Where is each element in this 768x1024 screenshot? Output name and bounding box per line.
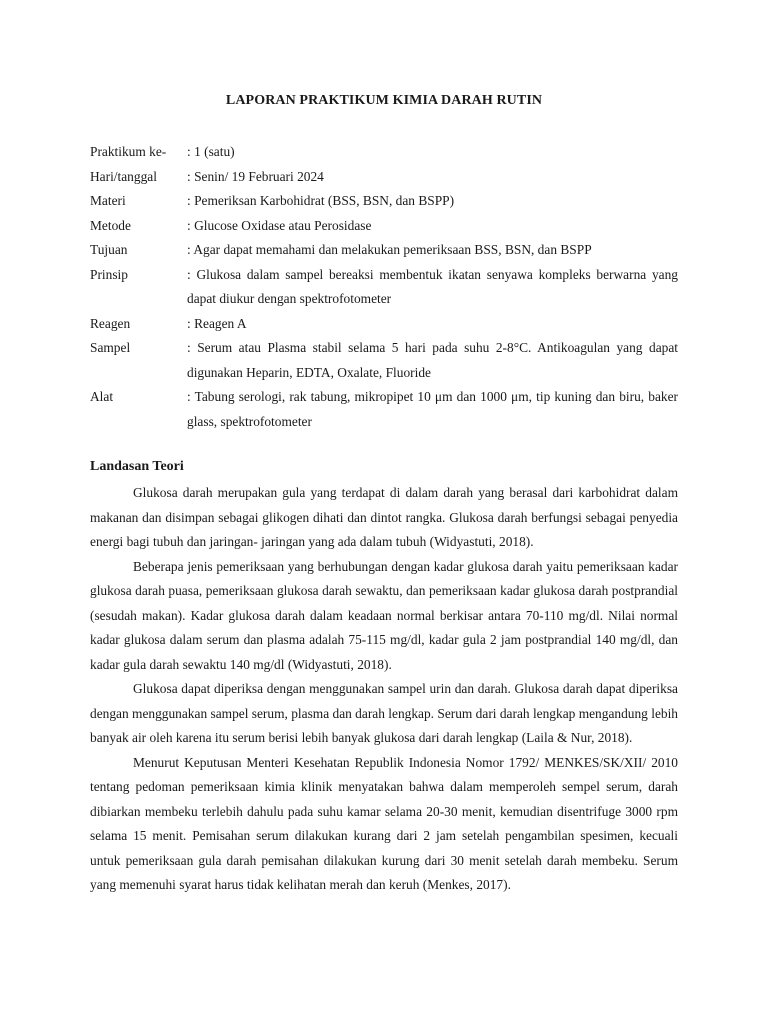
info-value: : 1 (satu) — [187, 144, 235, 159]
info-value: : Serum atau Plasma stabil selama 5 hari pada suhu 2-8°C. Antikoagulan yang dapat digunakan Heparin, EDTA, Oxalate, Fluoride — [187, 340, 678, 380]
info-row-praktikum — [90, 140, 678, 165]
info-value: : Reagen A — [187, 315, 247, 331]
info-label: Prinsip — [90, 266, 128, 282]
paragraph: Beberapa jenis pemeriksaan yang berhubungan dengan kadar glukosa darah yaitu pemeriksaan kadar glukosa darah puasa, pemeriksaan glukosa darah sewaktu, dan pemeriksaan kadar glukosa darah postprandial (sesudah makan). Kadar glukosa darah dalam keadaan normal berkisar antara 70-110 mg/dl. Nilai normal kadar glukosa dalam serum dan plasma adalah 75-115 mg/dl, kadar gula 2 jam postprandial 140 mg/dl, dan kadar gula darah sewaktu 140 mg/dl (Widyastuti, 2018). — [90, 558, 678, 672]
info-row-materi — [90, 189, 678, 214]
landasan-teori-body — [90, 481, 678, 898]
info-label: Tujuan — [90, 242, 128, 257]
section-heading-landasan-teori: Landasan Teori — [90, 459, 184, 474]
info-value: : Glucose Oxidase atau Perosidase — [187, 217, 372, 233]
info-label: Metode — [90, 217, 131, 233]
info-label: Reagen — [90, 315, 131, 331]
info-label: Sampel — [90, 340, 131, 355]
practicum-info — [90, 140, 678, 434]
info-row-alat — [90, 385, 678, 434]
info-value: : Senin/ 19 Februari 2024 — [187, 168, 324, 184]
info-row-sampel — [90, 336, 678, 385]
info-label: Materi — [90, 193, 126, 208]
document-page — [90, 0, 678, 1024]
paragraph: Glukosa dapat diperiksa dengan menggunakan sampel urin dan darah. Glukosa darah dapat diperiksa dengan menggunakan sampel serum, plasma dan darah lengkap. Serum dari darah lengkap mengandung lebih banyak air oleh karena itu serum berisi lebih banyak glukosa dari darah lengkap (Laila & Nur, 2018). — [90, 681, 678, 745]
info-value: : Glukosa dalam sampel bereaksi membentuk ikatan senyawa kompleks berwarna yang dapat diukur dengan spektrofotometer — [187, 266, 678, 306]
info-row-tujuan — [90, 238, 678, 263]
info-row-metode — [90, 214, 678, 239]
document-title: LAPORAN PRAKTIKUM KIMIA DARAH RUTIN — [225, 93, 543, 108]
info-value: : Agar dapat memahami dan melakukan pemeriksaan BSS, BSN, dan BSPP — [187, 242, 592, 257]
paragraph: Glukosa darah merupakan gula yang terdapat di dalam darah yang berasal dari karbohidrat dalam makanan dan disimpan sebagai glikogen dihati dan dintot rangka. Glukosa darah berfungsi sebagai penyedia energi bagi tubuh dan jaringan- jaringan yang ada dalam tubuh (Widyastuti, 2018). — [90, 485, 678, 549]
info-row-hari-tanggal — [90, 165, 678, 190]
info-label: Alat — [90, 389, 114, 404]
info-value: : Pemeriksan Karbohidrat (BSS, BSN, dan BSPP) — [187, 193, 455, 208]
paragraph: Menurut Keputusan Menteri Kesehatan Republik Indonesia Nomor 1792/ MENKES/SK/XII/ 2010 tentang pedoman pemeriksaan kimia klinik menyatakan bahwa dalam memperoleh sempel serum, darah dibiarkan membeku terlebih dahulu pada suhu kamar selama 20-30 menit, kemudian disentrifuge 3000 rpm selama 15 menit. Pemisahan serum dilakukan kurang dari 2 jam setelah pengambilan spesimen, kecuali untuk pemeriksaan gula darah pemisahan dilakukan kurung dari 30 menit setelah darah membeku. Serum yang memenuhi syarat harus tidak kelihatan merah dan keruh (Menkes, 2017). — [90, 754, 678, 892]
info-row-prinsip — [90, 263, 678, 312]
info-label: Praktikum ke- — [90, 144, 167, 159]
info-value: : Tabung serologi, rak tabung, mikropipet 10 μm dan 1000 μm, tip kuning dan biru, baker glass, spektrofotometer — [187, 389, 678, 429]
info-row-reagen — [90, 312, 678, 337]
info-label: Hari/tanggal — [90, 168, 157, 184]
